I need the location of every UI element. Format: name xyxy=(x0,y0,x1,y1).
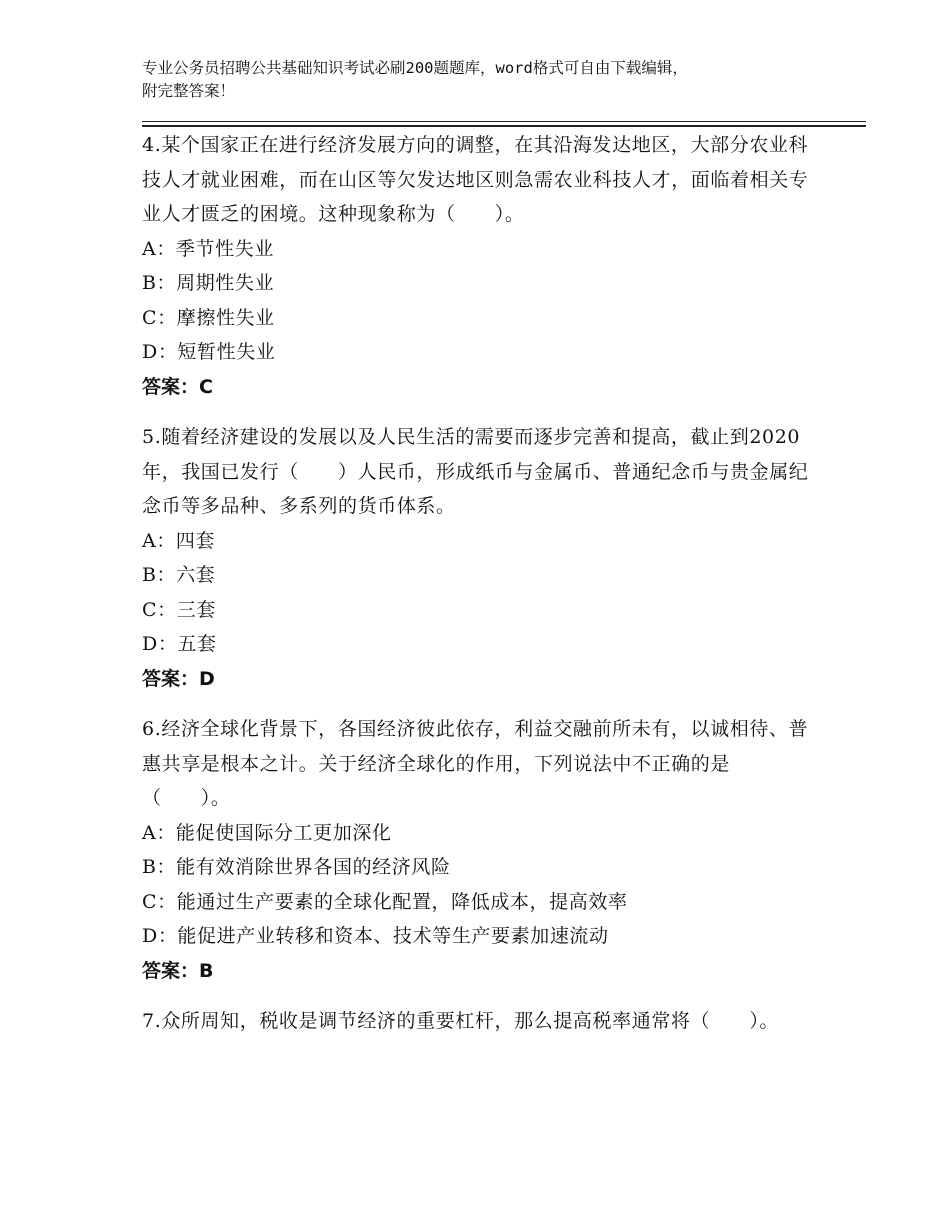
question-stem: 4.某个国家正在进行经济发展方向的调整，在其沿海发达地区，大部分农业科技人才就业困难，而在山区等欠发达地区则急需农业科技人才，面临着相关专业人才匮乏的困境。这种现象称为（ ）。 xyxy=(142,134,809,225)
option-b: B：周期性失业 xyxy=(142,272,275,294)
answer: 答案：D xyxy=(142,667,215,690)
option-d: D：五套 xyxy=(142,633,217,655)
header-rule-thick xyxy=(142,125,866,127)
option-c: C：能通过生产要素的全球化配置，降低成本，提高效率 xyxy=(142,890,628,913)
answer: 答案：C xyxy=(142,375,213,398)
option-b: B：六套 xyxy=(142,564,216,586)
option-d: D：能促进产业转移和资本、技术等生产要素加速流动 xyxy=(142,925,609,947)
question-4 xyxy=(142,128,810,404)
header-rule-thin xyxy=(142,121,866,122)
question-stem: 5.随着经济建设的发展以及人民生活的需要而逐步完善和提高，截止到2020年，我国已发行（ ）人民币，形成纸币与金属币、普通纪念币与贵金属纪念币等多品种、多系列的货币体系。 xyxy=(142,426,809,517)
header-line-1: 专业公务员招聘公共基础知识考试必刷200题题库，word格式可自由下载编辑， xyxy=(142,59,688,77)
option-a: A：四套 xyxy=(142,529,216,552)
document-header xyxy=(142,57,822,103)
header-line-2: 附完整答案！ xyxy=(142,82,236,100)
question-5 xyxy=(142,420,810,696)
option-a: A：季节性失业 xyxy=(142,237,274,260)
option-c: C：摩擦性失业 xyxy=(142,306,275,329)
option-b: B：能有效消除世界各国的经济风险 xyxy=(142,856,451,878)
option-a: A：能促使国际分工更加深化 xyxy=(142,821,392,844)
question-6 xyxy=(142,712,810,988)
option-c: C：三套 xyxy=(142,598,216,621)
question-stem: 7.众所周知，税收是调节经济的重要杠杆，那么提高税率通常将（ ）。 xyxy=(142,1010,780,1032)
question-stem: 6.经济全球化背景下，各国经济彼此依存，利益交融前所未有，以诚相待、普惠共享是根本之计。关于经济全球化的作用，下列说法中不正确的是（ ）。 xyxy=(142,718,809,809)
question-list xyxy=(142,128,810,1055)
answer: 答案：B xyxy=(142,959,214,982)
option-d: D：短暂性失业 xyxy=(142,341,276,363)
question-7 xyxy=(142,1004,810,1039)
